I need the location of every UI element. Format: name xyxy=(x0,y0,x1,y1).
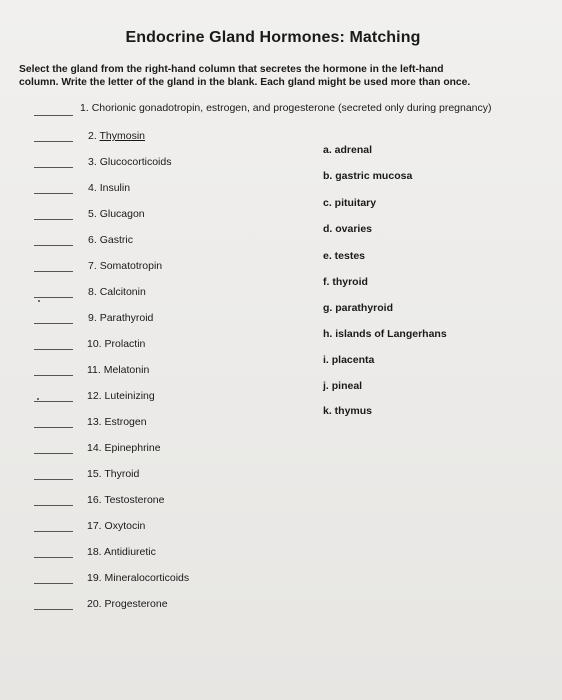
answer-blank[interactable] xyxy=(34,167,73,168)
question-number: 10. xyxy=(87,338,102,350)
question-text: Mineralocorticoids xyxy=(104,572,190,584)
gland-option: h. islands of Langerhans xyxy=(323,328,447,340)
question-text: Epinephrine xyxy=(104,442,161,454)
worksheet-title: Endocrine Gland Hormones: Matching xyxy=(125,29,421,46)
question-text: Somatotropin xyxy=(99,260,163,272)
question-number: 19. xyxy=(87,572,102,584)
gland-option: a. adrenal xyxy=(323,144,373,156)
question-text: Calcitonin xyxy=(99,286,146,298)
question-number: 8. xyxy=(88,286,97,298)
question-number: 13. xyxy=(87,416,102,428)
question-number: 3. xyxy=(88,156,97,168)
question-item xyxy=(80,102,492,114)
question-item xyxy=(88,208,145,220)
gland-option: b. gastric mucosa xyxy=(323,170,413,182)
question-text: Glucocorticoids xyxy=(99,156,172,168)
stray-mark xyxy=(37,398,39,400)
question-item xyxy=(87,598,168,610)
question-item xyxy=(87,494,164,506)
question-text: Thymosin xyxy=(99,130,146,142)
question-item xyxy=(87,390,155,402)
question-number: 15. xyxy=(87,468,102,480)
question-item xyxy=(87,572,189,584)
question-number: 2. xyxy=(88,130,97,142)
question-text: Thyroid xyxy=(104,468,140,480)
question-text: Luteinizing xyxy=(104,390,155,402)
stray-mark xyxy=(38,300,40,302)
question-text: Prolactin xyxy=(104,338,146,350)
gland-option: j. pineal xyxy=(323,380,363,392)
answer-blank[interactable] xyxy=(34,609,73,610)
answer-blank[interactable] xyxy=(34,401,73,402)
answer-blank[interactable] xyxy=(34,219,73,220)
answer-blank[interactable] xyxy=(34,453,73,454)
question-text: Chorionic gonadotropin, estrogen, and progesterone (secreted only during pregnancy) xyxy=(91,102,492,114)
gland-option: d. ovaries xyxy=(323,223,373,235)
question-item xyxy=(87,468,139,480)
gland-option: i. placenta xyxy=(323,354,375,366)
instructions-line-1: Select the gland from the right-hand column that secretes the hormone in the left-hand xyxy=(19,64,444,75)
gland-option: e. testes xyxy=(323,250,366,262)
question-number: 12. xyxy=(87,390,102,402)
question-item xyxy=(88,234,133,246)
question-item xyxy=(88,260,162,272)
question-number: 5. xyxy=(88,208,97,220)
question-number: 17. xyxy=(87,520,102,532)
question-item xyxy=(87,338,145,350)
gland-option: k. thymus xyxy=(323,405,373,417)
answer-blank[interactable] xyxy=(34,115,73,116)
question-item xyxy=(87,442,161,454)
answer-blank[interactable] xyxy=(34,141,73,142)
question-item xyxy=(87,416,147,428)
question-number: 9. xyxy=(88,312,97,324)
answer-blank[interactable] xyxy=(34,505,73,506)
question-number: 14. xyxy=(87,442,102,454)
question-text: Insulin xyxy=(99,182,131,194)
gland-option: c. pituitary xyxy=(323,197,377,209)
question-number: 1. xyxy=(80,102,89,114)
question-number: 4. xyxy=(88,182,97,194)
answer-blank[interactable] xyxy=(34,271,73,272)
question-item xyxy=(88,312,153,324)
answer-blank[interactable] xyxy=(34,583,73,584)
question-item xyxy=(87,364,149,376)
question-number: 11. xyxy=(87,364,101,376)
gland-option: g. parathyroid xyxy=(323,302,394,314)
question-item xyxy=(88,182,130,194)
gland-option: f. thyroid xyxy=(323,276,368,288)
answer-blank[interactable] xyxy=(34,297,73,298)
answer-blank[interactable] xyxy=(34,193,73,194)
instructions-line-2: column. Write the letter of the gland in the blank. Each gland might be used more than once. xyxy=(19,76,471,88)
question-number: 16. xyxy=(87,494,102,506)
question-number: 20. xyxy=(87,598,102,610)
question-item xyxy=(87,546,156,558)
answer-blank[interactable] xyxy=(34,557,73,558)
answer-blank[interactable] xyxy=(34,427,73,428)
question-text: Antidiuretic xyxy=(103,546,156,558)
answer-blank[interactable] xyxy=(34,375,73,376)
question-item xyxy=(88,130,145,142)
question-number: 7. xyxy=(88,260,97,272)
answer-blank[interactable] xyxy=(34,245,73,246)
question-item xyxy=(87,520,145,532)
question-text: Melatonin xyxy=(103,364,150,376)
answer-blank[interactable] xyxy=(34,323,73,324)
instructions xyxy=(19,64,544,89)
question-text: Testosterone xyxy=(104,494,165,506)
question-text: Glucagon xyxy=(99,208,145,220)
question-number: 6. xyxy=(88,234,97,246)
question-text: Progesterone xyxy=(104,598,168,610)
question-item xyxy=(88,156,171,168)
question-text: Estrogen xyxy=(104,416,147,428)
answer-blank[interactable] xyxy=(34,531,73,532)
question-number: 18. xyxy=(87,546,102,558)
question-text: Parathyroid xyxy=(99,312,154,324)
question-item xyxy=(88,286,146,298)
answer-blank[interactable] xyxy=(34,349,73,350)
question-text: Gastric xyxy=(99,234,133,246)
answer-blank[interactable] xyxy=(34,479,73,480)
question-text: Oxytocin xyxy=(104,520,146,532)
